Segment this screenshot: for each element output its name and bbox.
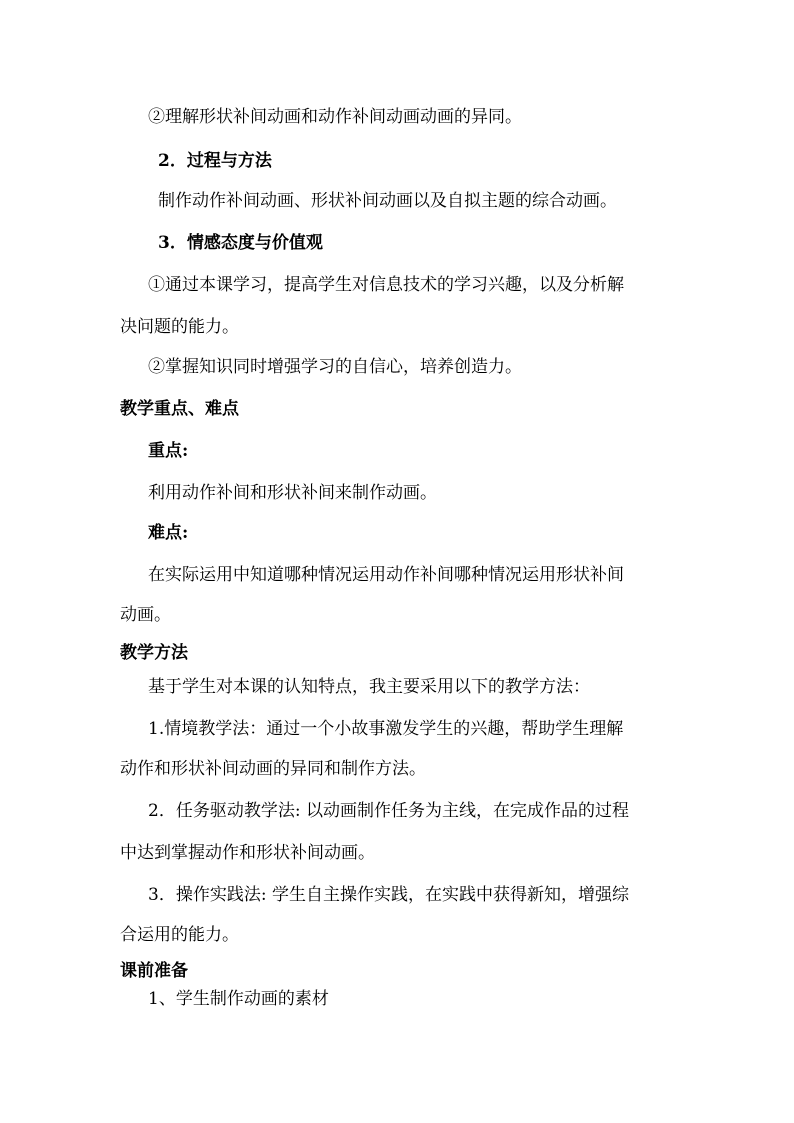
paragraph: 利用动作补间和形状补间来制作动画。: [148, 483, 437, 503]
subheading-key-point: 重点:: [148, 441, 189, 461]
paragraph-continued: 中达到掌握动作和形状补间动画。: [120, 843, 375, 863]
paragraph: ②掌握知识同时增强学习的自信心，培养创造力。: [148, 357, 522, 377]
paragraph: ①通过本课学习，提高学生对信息技术的学习兴趣，以及分析解: [148, 275, 624, 295]
section-emotion-attitude: 3．情感态度与价值观: [158, 233, 323, 253]
paragraph-continued: 动画。: [120, 605, 171, 625]
paragraph: 制作动作补间动画、形状补间动画以及自拟主题的综合动画。: [158, 191, 617, 211]
preparation-item-1: 1、学生制作动画的素材: [148, 989, 329, 1009]
method-item-1: 1.情境教学法：通过一个小故事激发学生的兴趣，帮助学生理解: [148, 719, 624, 739]
heading-preparation: 课前准备: [120, 961, 188, 981]
section-process-method: 2．过程与方法: [158, 151, 272, 171]
paragraph: 在实际运用中知道哪种情况运用动作补间哪种情况运用形状补间: [148, 565, 624, 585]
heading-teaching-method: 教学方法: [120, 643, 188, 663]
paragraph: 基于学生对本课的认知特点，我主要采用以下的教学方法：: [148, 677, 590, 697]
objective-item-2: ②理解形状补间动画和动作补间动画动画的异同。: [148, 107, 522, 127]
method-item-3: 3．操作实践法: 学生自主操作实践，在实践中获得新知，增强综: [148, 885, 629, 905]
heading-key-difficult-points: 教学重点、难点: [120, 399, 239, 419]
paragraph-continued: 决问题的能力。: [120, 317, 239, 337]
paragraph-continued: 动作和形状补间动画的异同和制作方法。: [120, 759, 426, 779]
paragraph-continued: 合运用的能力。: [120, 925, 239, 945]
method-item-2: 2．任务驱动教学法: 以动画制作任务为主线，在完成作品的过程: [148, 801, 629, 821]
subheading-difficult-point: 难点:: [148, 523, 189, 543]
